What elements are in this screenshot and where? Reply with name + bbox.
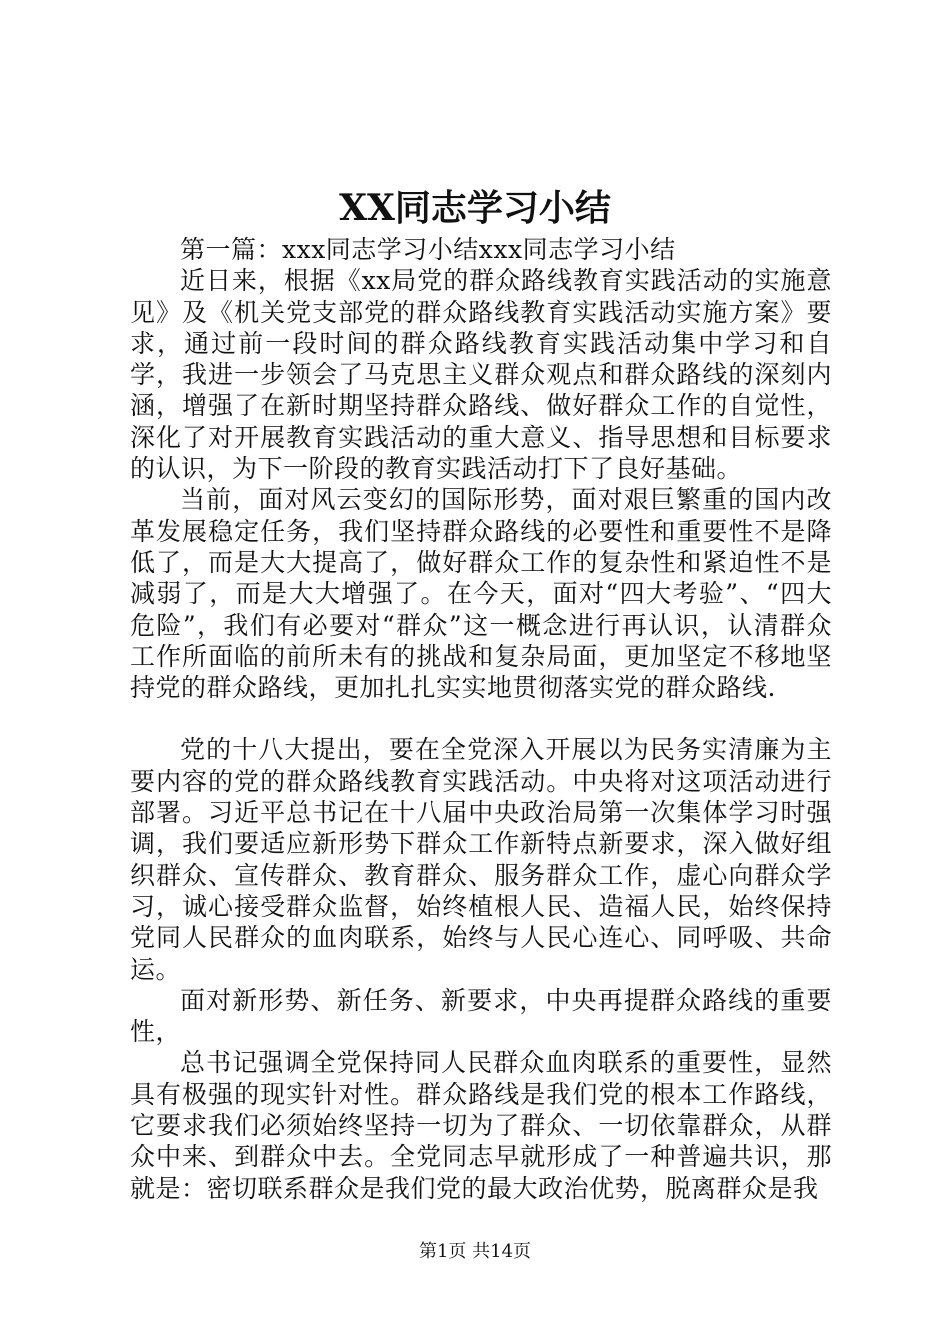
paragraph-heading: 第一篇：xxx同志学习小结xxx同志学习小结 xyxy=(180,235,676,264)
paragraph: 当前，面对风云变幻的国际形势，面对艰巨繁重的国内改革发展稳定任务，我们坚持群众路线的必要性和重要性不是降低了，而是大大提高了，做好群众工作的复杂性和紧迫性不是减弱了，而是大大增强了。在今天，面对“四大考验”、“四大危险”，我们有必要对“群众”这一概念进行再认识，认清群众工作所面临的前所未有的挑战和复杂局面，更加坚定不移地坚持党的群众路线，更加扎扎实实地贯彻落实党的群众路线. xyxy=(130,485,832,703)
page-number-footer: 第1页 共14页 xyxy=(418,1241,532,1262)
paragraph: 面对新形势、新任务、新要求，中央再提群众路线的重要性， xyxy=(130,985,832,1047)
paragraph: 总书记强调全党保持同人民群众血肉联系的重要性，显然具有极强的现实针对性。群众路线是我们党的根本工作路线，它要求我们必须始终坚持一切为了群众、一切依靠群众，从群众中来、到群众中去。全党同志早就形成了一种普遍共识，那就是：密切联系群众是我们党的最大政治优势，脱离群众是我 xyxy=(130,1048,832,1203)
paragraph: 近日来，根据《xx局党的群众路线教育实践活动的实施意见》及《机关党支部党的群众路线教育实践活动实施方案》要求，通过前一段时间的群众路线教育实践活动集中学习和自学，我进一步领会了马克思主义群众观点和群众路线的深刻内涵，增强了在新时期坚持群众路线、做好群众工作的自觉性，深化了对开展教育实践活动的重大意义、指导思想和目标要求的认识，为下一阶段的教育实践活动打下了良好基础。 xyxy=(130,266,832,484)
document-body xyxy=(130,234,832,1204)
document-title: XX同志学习小结 xyxy=(339,187,611,229)
paragraph: 党的十八大提出，要在全党深入开展以为民务实清廉为主要内容的党的群众路线教育实践活动。中央将对这项活动进行部署。习近平总书记在十八届中央政治局第一次集体学习时强调，我们要适应新形势下群众工作新特点新要求，深入做好组织群众、宣传群众、教育群众、服务群众工作，虚心向群众学习，诚心接受群众监督，始终植根人民、造福人民，始终保持党同人民群众的血肉联系，始终与人民心连心、同呼吸、共命运。 xyxy=(130,735,832,984)
paragraph-spacer xyxy=(130,703,832,734)
